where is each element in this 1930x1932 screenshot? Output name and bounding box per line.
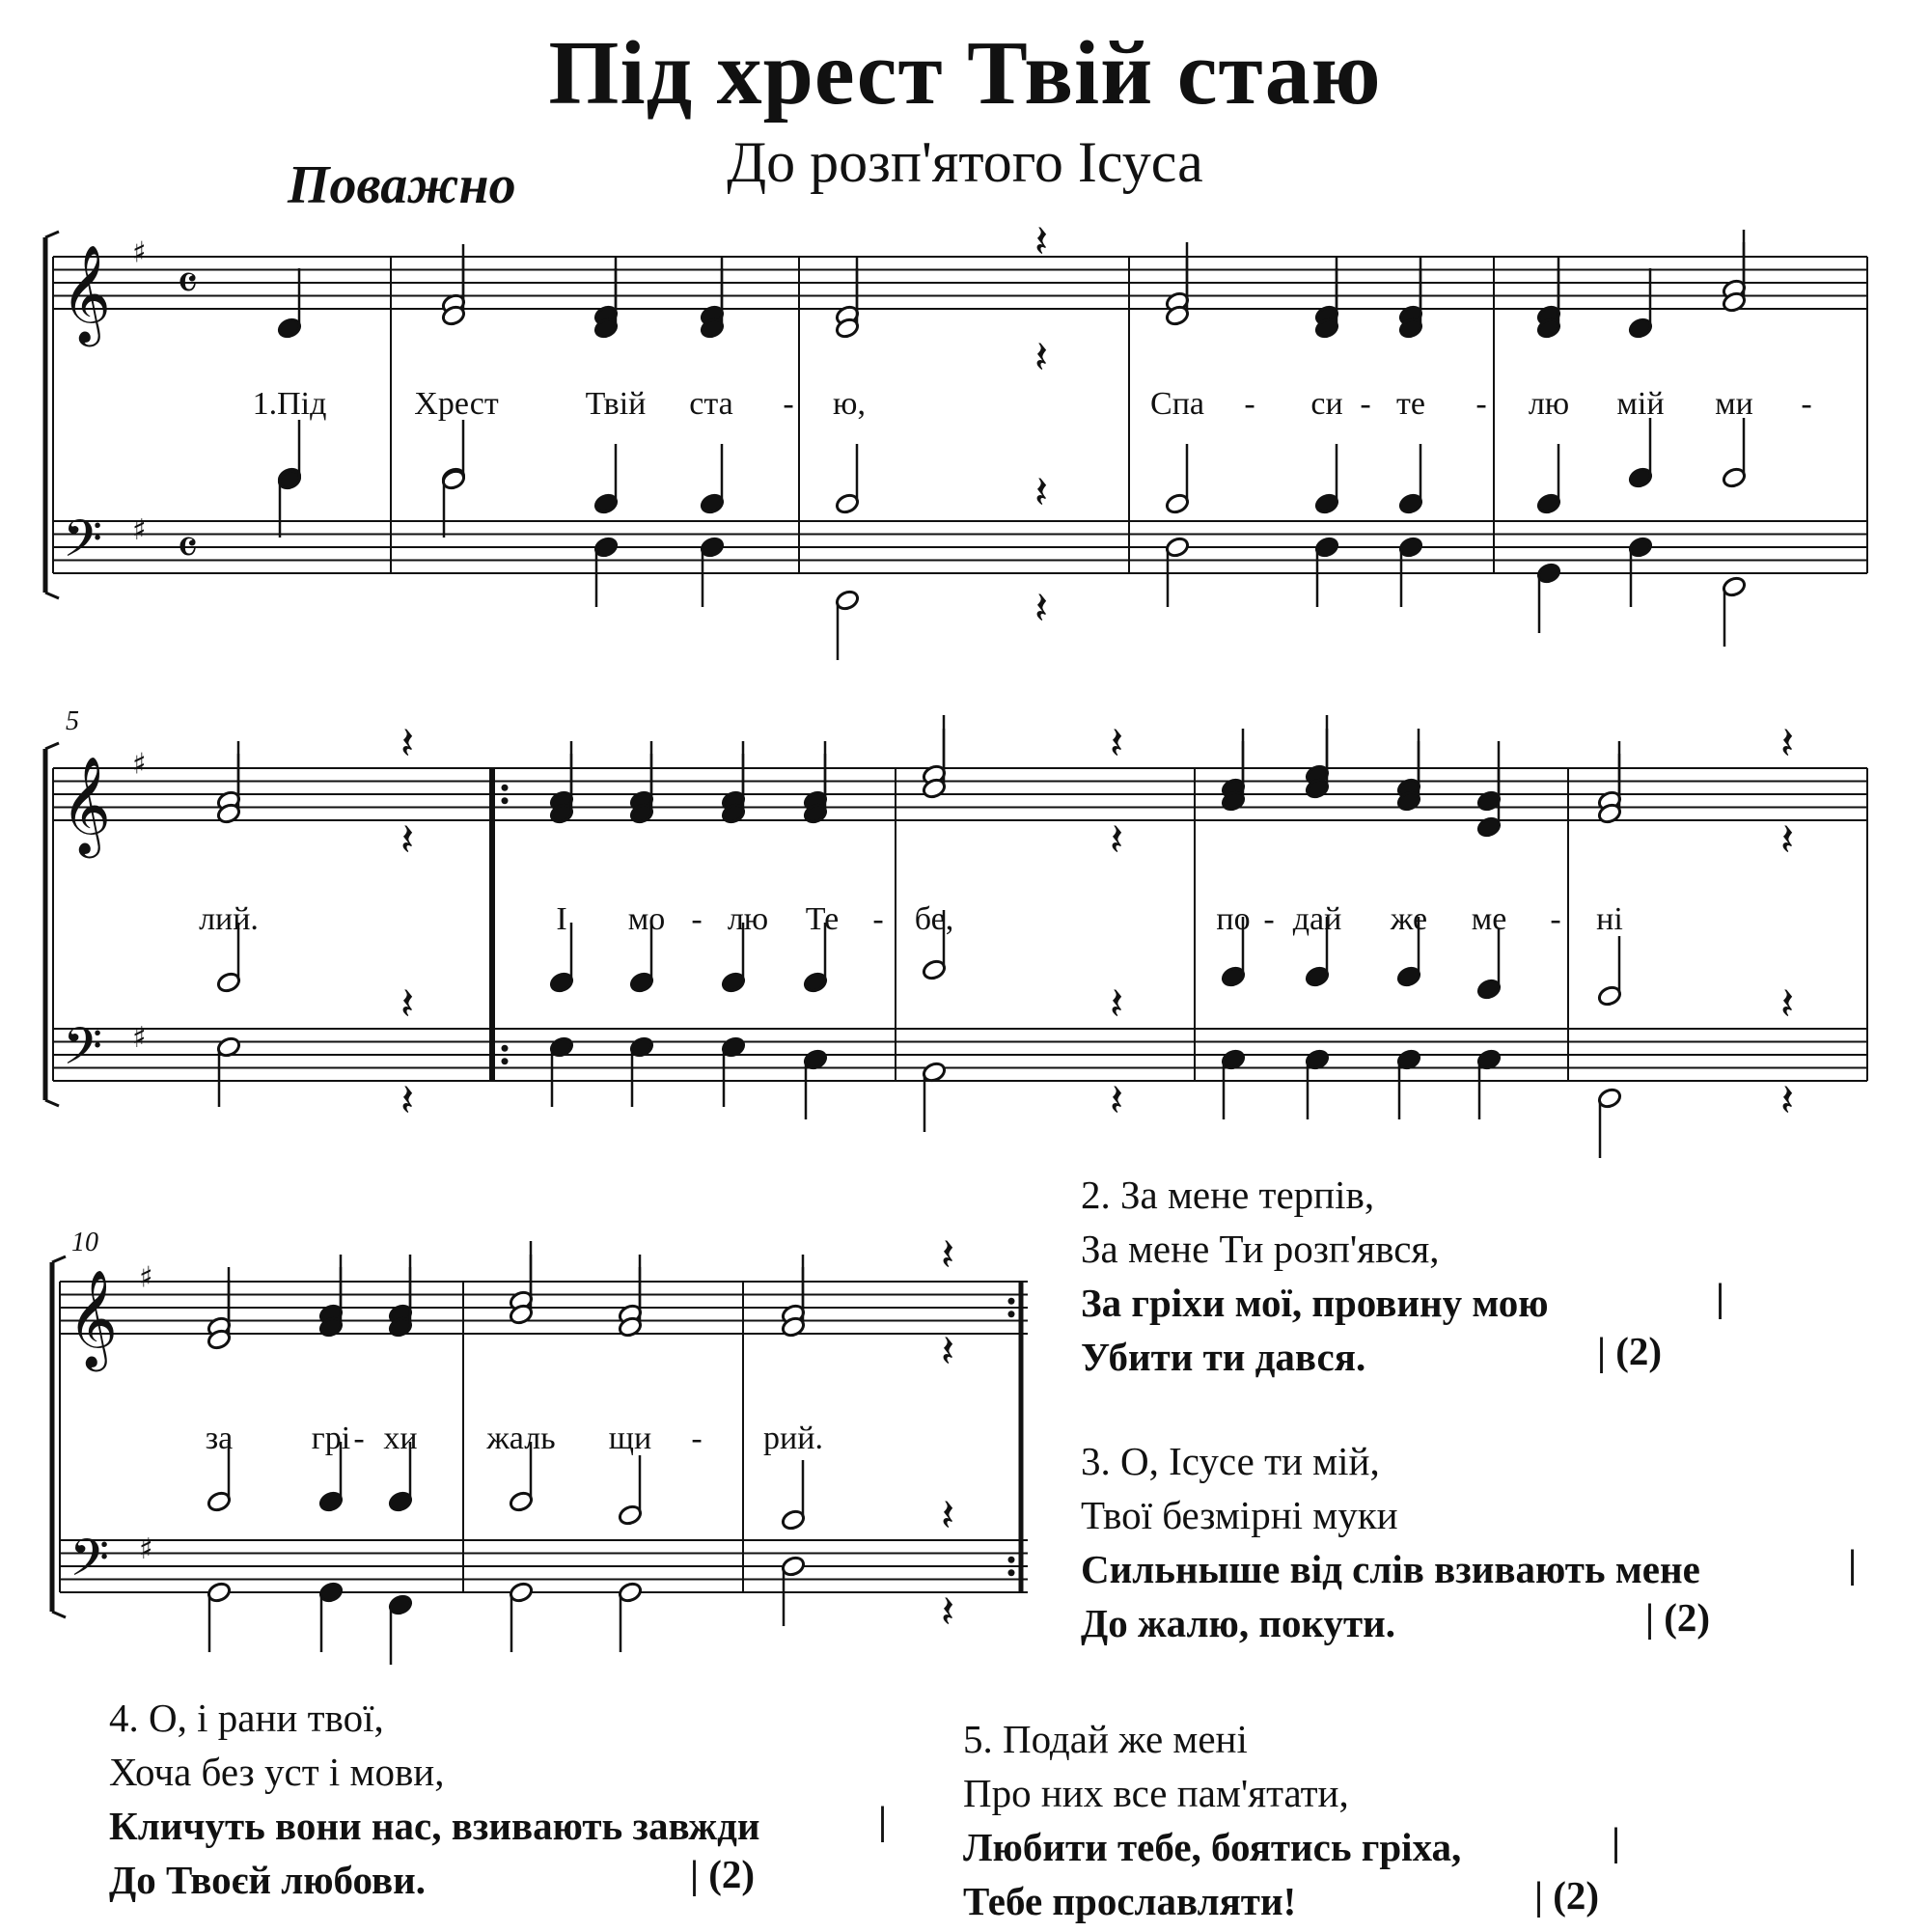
lyric-syllable: мій (1616, 386, 1665, 422)
lyric-syllable: жаль (486, 1421, 556, 1456)
sharp-icon: ♯ (132, 235, 147, 270)
lyric-syllable: 1.Під (252, 386, 327, 422)
verse-line: Твої безмірні муки (1081, 1493, 1398, 1537)
lyric-syllable: си (1310, 386, 1343, 422)
sharp-icon: ♯ (132, 512, 147, 547)
repeat-dot (1008, 1311, 1015, 1317)
quarter-rest: 𝄽 (1780, 1074, 1795, 1126)
lyric-hyphen: - (691, 1421, 703, 1456)
lyric-syllable: за (205, 1421, 234, 1456)
verse-line: Тебе прославляти! (963, 1879, 1297, 1923)
lyric-syllable: ю, (833, 386, 866, 422)
lyric-syllable: І (556, 901, 567, 937)
treble-clef-icon: 𝄞 (68, 1268, 119, 1367)
lyric-syllable: ста (689, 386, 733, 422)
repeat-bar: | (1716, 1275, 1725, 1319)
verse-line: Любити тебе, боятись гріха, (963, 1825, 1462, 1869)
tempo-marking: Поважно (288, 155, 516, 215)
bass-clef-icon: 𝄢 (69, 1529, 110, 1601)
system-bracket (52, 1612, 66, 1617)
repeat-dot (1008, 1557, 1015, 1563)
song-title: Під хрест Твій стаю (548, 23, 1382, 124)
verse-line: Сильныше від слів взивають мене (1081, 1547, 1700, 1591)
system-bracket (45, 593, 59, 598)
quarter-rest: 𝄽 (941, 1325, 955, 1377)
lyric-syllable: ні (1596, 901, 1623, 937)
lyric-syllable: те (1396, 386, 1425, 422)
common-time-icon: 𝄴 (177, 519, 199, 576)
lyric-syllable: ме (1471, 901, 1507, 937)
treble-clef-icon: 𝄞 (61, 243, 112, 343)
lyric-hyphen: - (1263, 901, 1275, 937)
verse-line: До Твоєй любови. (109, 1858, 426, 1902)
lyric-syllable: рий. (763, 1421, 823, 1456)
verse-line: До жалю, покути. (1081, 1601, 1396, 1645)
sharp-icon: ♯ (139, 1532, 153, 1566)
sharp-icon: ♯ (132, 1020, 147, 1055)
verse-line: За гріхи мої, провину мою (1081, 1281, 1549, 1325)
lyric-syllable: Те (805, 901, 840, 937)
quarter-rest: 𝄽 (941, 1586, 955, 1638)
lyric-hyphen: - (872, 901, 884, 937)
repeat-bar: | (1848, 1541, 1858, 1586)
lyric-hyphen: - (783, 386, 794, 422)
quarter-rest: 𝄽 (1034, 215, 1049, 267)
lyric-hyphen: - (1475, 386, 1487, 422)
measure-number-10: 10 (71, 1228, 98, 1257)
lyric-syllable: лю (1528, 386, 1570, 422)
verse-2 (1081, 1168, 1549, 1384)
lyric-syllable: грі (311, 1421, 351, 1456)
system-bracket (52, 1256, 66, 1262)
quarter-rest: 𝄽 (400, 717, 415, 769)
quarter-rest: 𝄽 (1034, 331, 1049, 383)
quarter-rest: 𝄽 (1110, 717, 1124, 769)
repeat-dot (1008, 1569, 1015, 1576)
lyric-syllable: ми (1715, 386, 1753, 422)
verse-line: 5. Подай же мені (963, 1717, 1248, 1761)
bass-clef-icon: 𝄢 (63, 1017, 103, 1090)
verse-line: 2. За мене терпів, (1081, 1173, 1375, 1217)
song-subtitle: До розп'ятого Ісуса (727, 130, 1203, 194)
system-bracket (45, 743, 59, 749)
common-time-icon: 𝄴 (177, 255, 199, 312)
lyric-syllable: Спа (1150, 386, 1204, 422)
verse-line: Хоча без уст і мови, (109, 1750, 445, 1794)
verse-3 (1081, 1434, 1700, 1650)
verse-line: За мене Ти розп'явся, (1081, 1227, 1440, 1271)
repeat-dot (502, 1045, 509, 1052)
system-bracket (45, 232, 59, 237)
bass-clef-icon: 𝄢 (63, 510, 103, 582)
lyric-hyphen: - (1244, 386, 1255, 422)
lyric-hyphen: - (1360, 386, 1371, 422)
sharp-icon: ♯ (132, 747, 147, 782)
lyric-syllable: щи (608, 1421, 652, 1456)
treble-clef-icon: 𝄞 (61, 755, 112, 854)
lyric-hyphen: - (353, 1421, 365, 1456)
quarter-rest: 𝄽 (1110, 814, 1124, 866)
quarter-rest: 𝄽 (941, 1228, 955, 1281)
verse-5 (963, 1712, 1461, 1928)
lyric-syllable: по (1216, 901, 1251, 937)
quarter-rest: 𝄽 (1780, 814, 1795, 866)
lyric-syllable: Хрест (414, 386, 499, 422)
repeat-count: | (2) (690, 1852, 756, 1896)
lyric-syllable: мо (627, 901, 666, 937)
sharp-icon: ♯ (139, 1260, 153, 1295)
repeat-count: | (2) (1534, 1873, 1600, 1918)
quarter-rest: 𝄽 (400, 814, 415, 866)
quarter-rest: 𝄽 (1034, 582, 1049, 634)
repeat-dot (502, 797, 509, 804)
system-bracket (45, 1100, 59, 1106)
verse-line: Кличуть вони нас, взивають завжди (109, 1804, 760, 1848)
repeat-count: | (2) (1597, 1329, 1663, 1373)
verse-line: 3. О, Ісусе ти мій, (1081, 1439, 1380, 1483)
lyric-hyphen: - (691, 901, 703, 937)
quarter-rest: 𝄽 (1780, 978, 1795, 1030)
repeat-bar: | (1612, 1819, 1621, 1863)
repeat-count: | (2) (1645, 1595, 1711, 1640)
lyric-hyphen: - (1550, 901, 1561, 937)
repeat-dot (502, 785, 509, 791)
verse-line: Убити ти дався. (1081, 1335, 1366, 1379)
repeat-dot (1008, 1298, 1015, 1305)
lyric-syllable: лю (727, 901, 769, 937)
quarter-rest: 𝄽 (1110, 1074, 1124, 1126)
quarter-rest: 𝄽 (1110, 978, 1124, 1030)
lyric-syllable: хи (383, 1421, 418, 1456)
quarter-rest: 𝄽 (1034, 466, 1049, 518)
measure-number-5: 5 (66, 706, 79, 736)
verse-4 (109, 1691, 760, 1907)
lyric-hyphen: - (1801, 386, 1812, 422)
quarter-rest: 𝄽 (400, 978, 415, 1030)
lyric-syllable: дай (1292, 901, 1342, 937)
repeat-bar: | (878, 1798, 888, 1842)
repeat-dot (502, 1058, 509, 1064)
lyric-syllable: Твій (585, 386, 647, 422)
verse-line: Про них все пам'ятати, (963, 1771, 1349, 1815)
lyric-syllable: же (1390, 901, 1428, 937)
quarter-rest: 𝄽 (941, 1489, 955, 1541)
quarter-rest: 𝄽 (1780, 717, 1795, 769)
quarter-rest: 𝄽 (400, 1074, 415, 1126)
verse-line: 4. О, і рани твої, (109, 1696, 384, 1740)
lyric-syllable: бе, (914, 901, 954, 937)
lyric-syllable: лий. (199, 901, 259, 937)
